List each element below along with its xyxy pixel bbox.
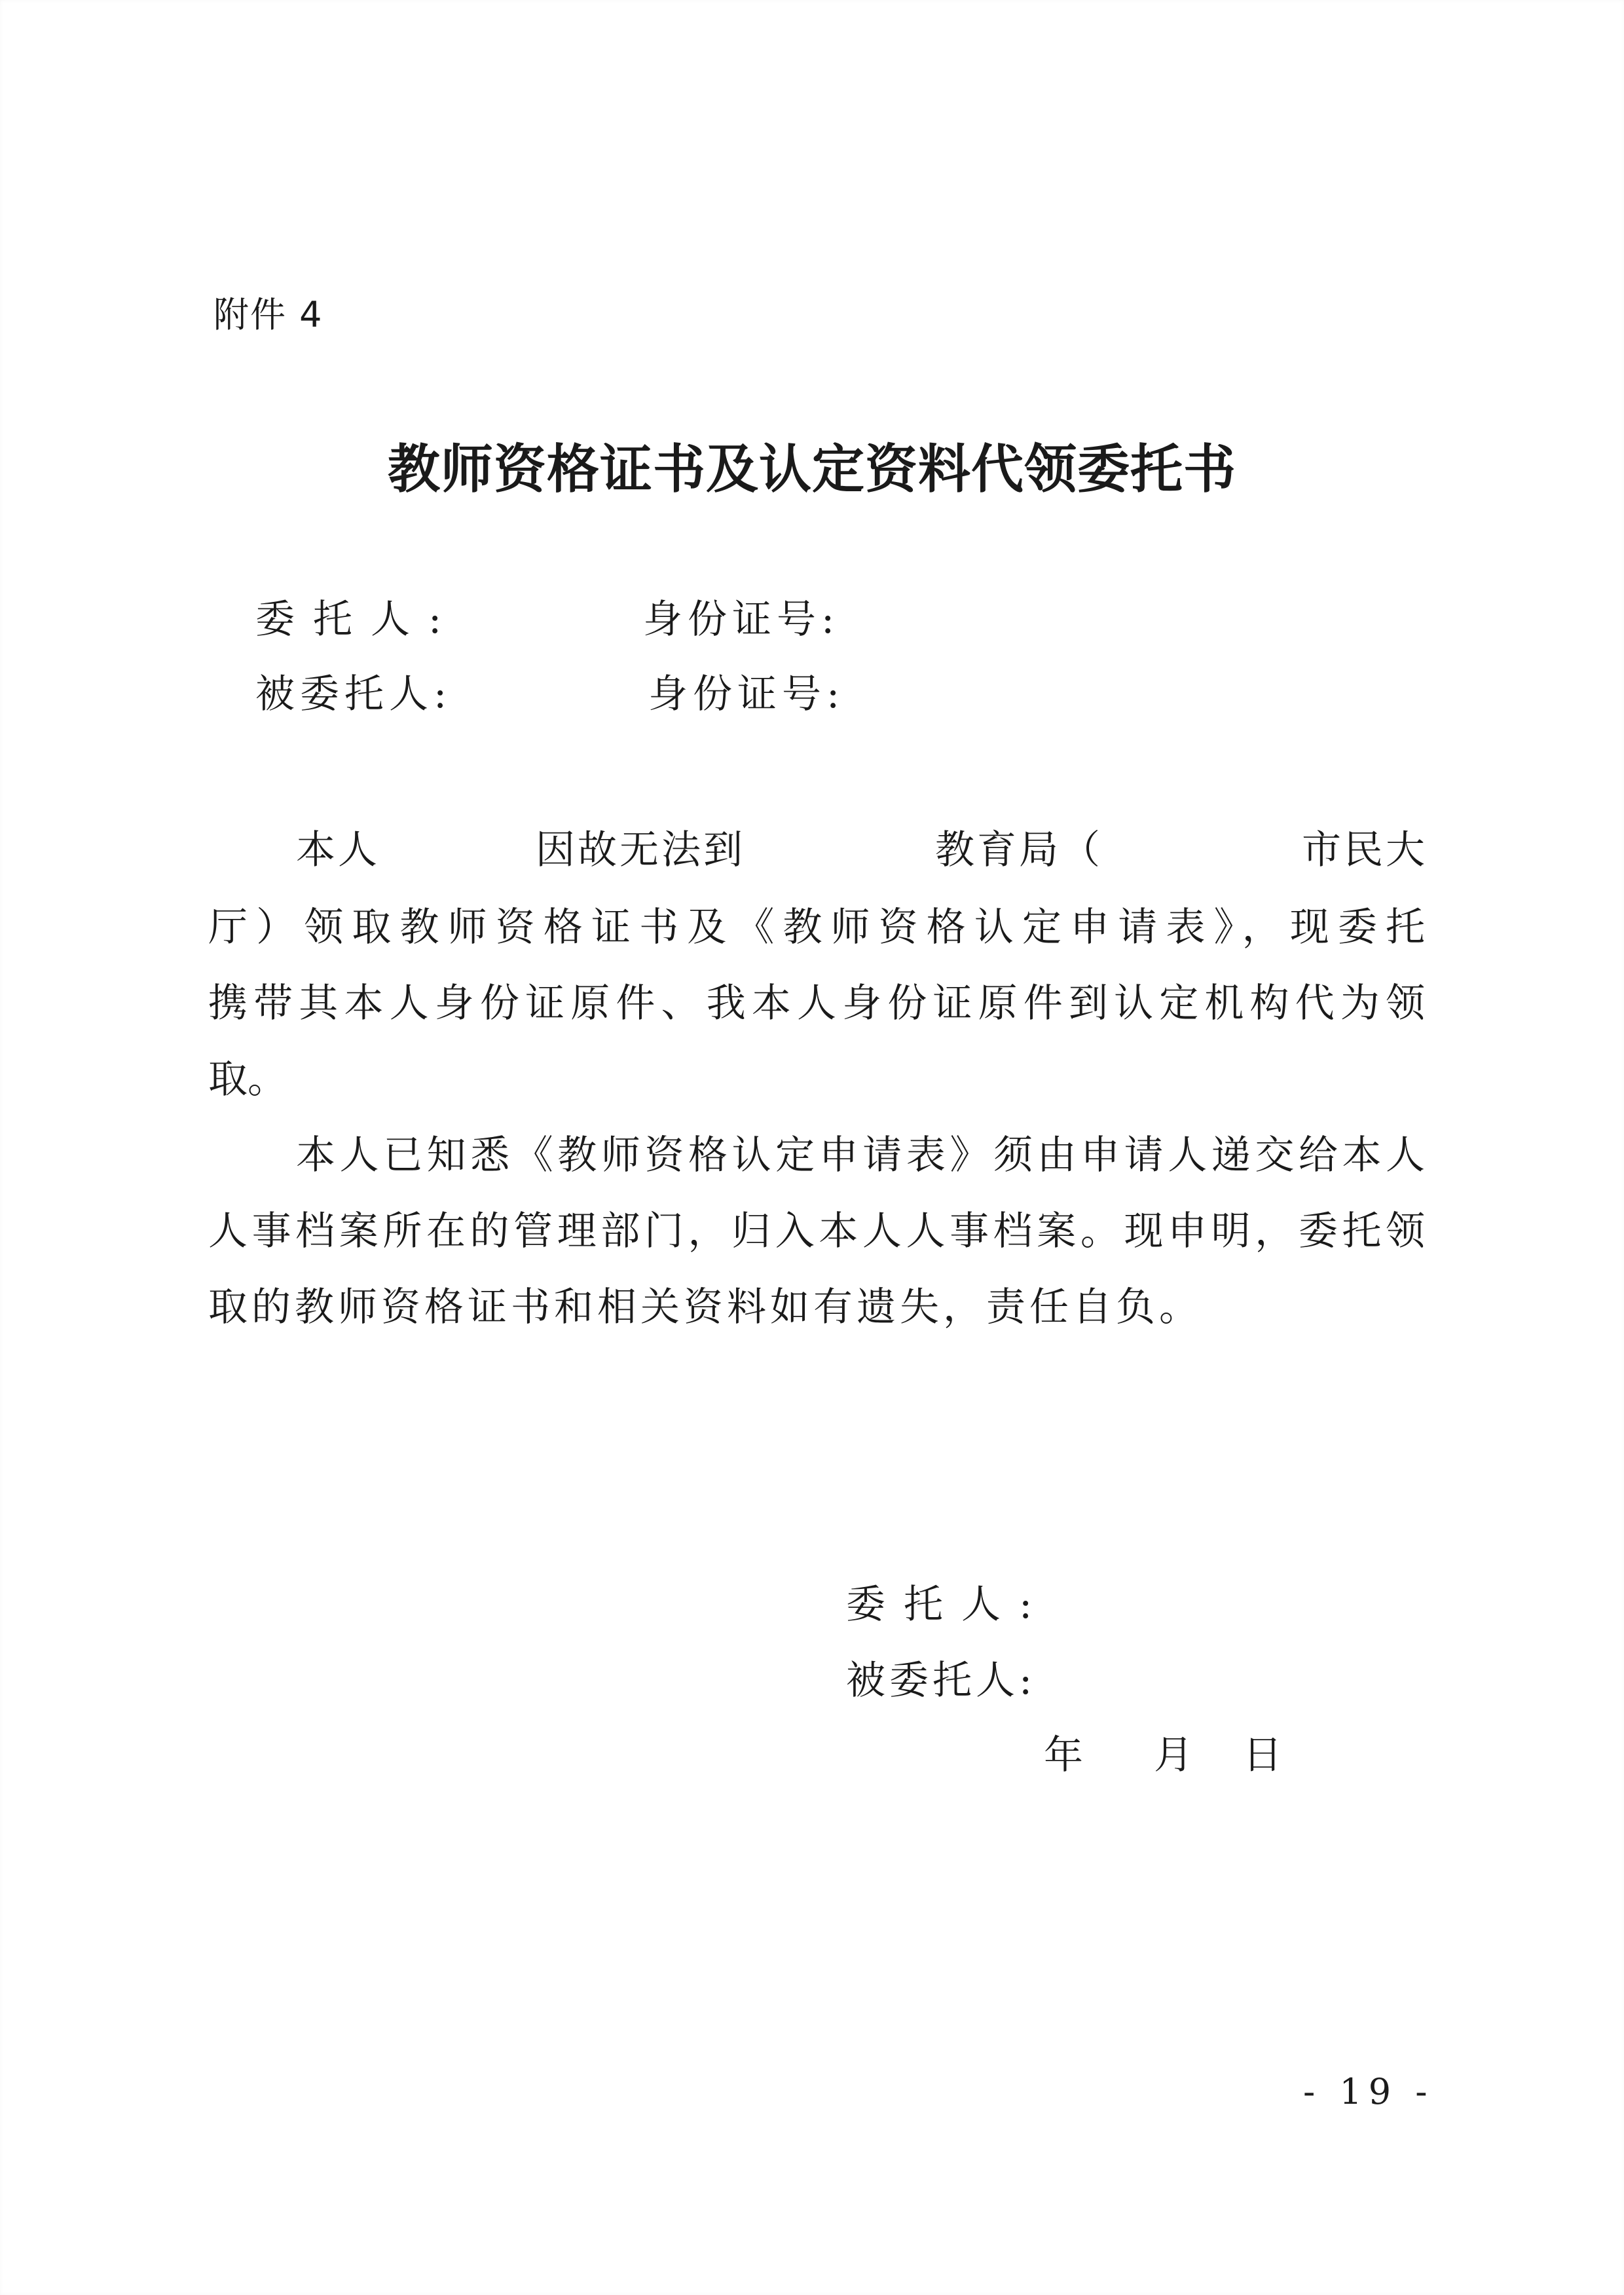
paragraph2-line-2: 人事档案所在的管理部门，归入本人人事档案。现申明，委托领 xyxy=(208,1208,1425,1254)
date-month-label: 月 xyxy=(1154,1732,1193,1778)
paragraph1-segment-2: 因故无法到 xyxy=(536,827,745,873)
date-year-label: 年 xyxy=(1044,1732,1083,1778)
attachment-label: 附件 4 xyxy=(213,294,323,335)
principal-id-label: 身份证号: xyxy=(643,597,840,643)
page-number: - 19 - xyxy=(1303,2071,1434,2112)
paragraph1-line-4: 取。 xyxy=(208,1056,287,1102)
signature-agent-label: 被委托人: xyxy=(846,1658,1037,1704)
paragraph1-segment-4: 市民大 xyxy=(1302,827,1428,873)
principal-label: 委托人: xyxy=(255,597,460,643)
agent-label: 被委托人: xyxy=(255,671,452,717)
paragraph1-line-2: 厅）领取教师资格证书及《教师资格认定申请表》，现委托 xyxy=(208,905,1425,950)
agent-id-label: 身份证号: xyxy=(648,671,845,717)
paragraph1-segment-3: 教育局（ xyxy=(935,827,1103,873)
paragraph2-line-1: 本人已知悉《教师资格认定申请表》须由申请人递交给本人 xyxy=(296,1132,1425,1178)
paragraph2-line-3: 取的教师资格证书和相关资料如有遗失，责任自负。 xyxy=(208,1284,1202,1330)
date-day-label: 日 xyxy=(1243,1732,1282,1778)
paragraph1-segment-1: 本人 xyxy=(296,827,380,873)
signature-principal-label: 委托人: xyxy=(846,1582,1051,1628)
document-title: 教师资格证书及认定资料代领委托书 xyxy=(388,439,1236,500)
paragraph1-line-3: 携带其本人身份证原件、我本人身份证原件到认定机构代为领 xyxy=(208,980,1425,1026)
